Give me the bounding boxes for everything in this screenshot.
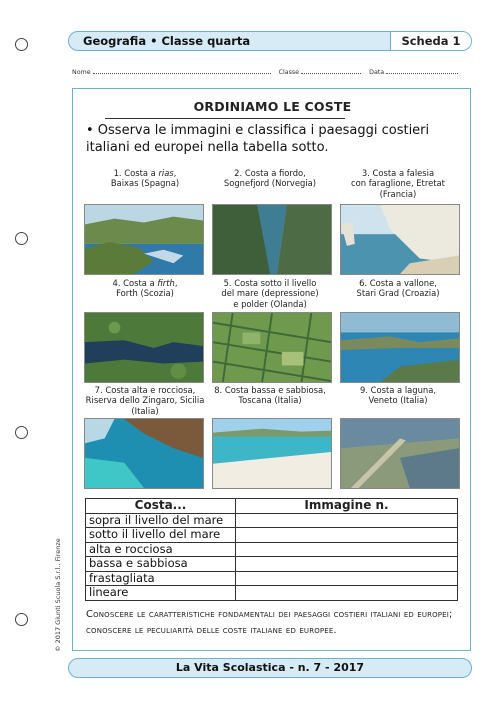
classification-table bbox=[85, 498, 458, 601]
caption-6: 6. Costa a vallone, Stari Grad (Croazia) bbox=[356, 278, 440, 299]
row-label: frastagliata bbox=[86, 571, 236, 586]
photo-6-vallone-coast bbox=[340, 312, 460, 383]
table-row bbox=[86, 586, 458, 601]
title-underline bbox=[105, 118, 345, 119]
caption-5: 5. Costa sotto il livello del mare (depressione) e polder (Olanda) bbox=[221, 278, 319, 309]
row-label: alta e rocciosa bbox=[86, 542, 236, 557]
nome-field[interactable] bbox=[93, 67, 271, 74]
photo-8-sandy-coast bbox=[212, 418, 332, 489]
nome-label: Nome bbox=[72, 69, 91, 76]
punch-hole bbox=[15, 232, 28, 245]
learning-objective: Conoscere le caratteristiche fondamentali dei paesaggi costieri italiani ed europei; conoscere le peculiarità delle coste italiane ed europee. bbox=[86, 609, 453, 636]
table-row bbox=[86, 542, 458, 557]
table-row bbox=[86, 513, 458, 528]
row-label: sotto il livello del mare bbox=[86, 528, 236, 543]
instruction-text: • Osserva le immagini e classifica i paesaggi costieri italiani ed europei nella tabella sotto. bbox=[86, 123, 430, 155]
caption-4: 4. Costa a firth, Forth (Scozia) bbox=[112, 278, 178, 299]
photo-3-cliff-coast bbox=[340, 204, 460, 275]
table-row bbox=[86, 557, 458, 572]
row-label: lineare bbox=[86, 586, 236, 601]
classe-label: Classe bbox=[278, 69, 300, 76]
caption-7: 7. Costa alta e rocciosa, Riserva dello Zingaro, Sicilia (Italia) bbox=[85, 385, 205, 416]
answer-cell[interactable] bbox=[236, 528, 458, 543]
punch-hole bbox=[15, 38, 28, 51]
table-row bbox=[86, 571, 458, 586]
answer-cell[interactable] bbox=[236, 586, 458, 601]
page-title: ORDINIAMO LE COSTE bbox=[193, 99, 352, 114]
punch-hole bbox=[15, 426, 28, 439]
punch-hole bbox=[15, 613, 28, 626]
photo-7-rocky-coast bbox=[84, 418, 204, 489]
column-header-immagine: Immagine n. bbox=[236, 499, 458, 514]
caption-8: 8. Costa bassa e sabbiosa, Toscana (Italia) bbox=[214, 385, 326, 406]
caption-1: 1. Costa a rias, Baixas (Spagna) bbox=[110, 168, 180, 189]
caption-2: 2. Costa a fiordo, Sognefjord (Norvegia) bbox=[223, 168, 317, 189]
data-label: Data bbox=[369, 69, 385, 76]
classe-field[interactable] bbox=[301, 67, 361, 74]
answer-cell[interactable] bbox=[236, 571, 458, 586]
name-field-row bbox=[72, 67, 458, 76]
column-header-costa: Costa... bbox=[86, 499, 236, 514]
photo-2-fjord-coast bbox=[212, 204, 332, 275]
photo-4-firth-coast bbox=[84, 312, 204, 383]
copyright-notice: © 2017 Giunti Scuola S.r.l., Firenze bbox=[54, 538, 62, 652]
header-bar bbox=[68, 31, 472, 51]
answer-cell[interactable] bbox=[236, 557, 458, 572]
caption-3: 3. Costa a falesia con faraglione, Etretat (Francia) bbox=[351, 168, 445, 199]
row-label: sopra il livello del mare bbox=[86, 513, 236, 528]
photo-5-polder-coast bbox=[212, 312, 332, 383]
table-row bbox=[86, 528, 458, 543]
photo-9-lagoon-coast bbox=[340, 418, 460, 489]
data-field[interactable] bbox=[386, 67, 458, 74]
caption-9: 9. Costa a laguna, Veneto (Italia) bbox=[359, 385, 437, 406]
scheda-label: Scheda 1 bbox=[390, 32, 471, 50]
table-header-row bbox=[86, 499, 458, 514]
answer-cell[interactable] bbox=[236, 513, 458, 528]
footer-bar: La Vita Scolastica - n. 7 - 2017 bbox=[68, 658, 472, 678]
answer-cell[interactable] bbox=[236, 542, 458, 557]
row-label: bassa e sabbiosa bbox=[86, 557, 236, 572]
photo-1-rias-coast bbox=[84, 204, 204, 275]
subject-label: Geografia • Classe quarta bbox=[83, 34, 251, 48]
